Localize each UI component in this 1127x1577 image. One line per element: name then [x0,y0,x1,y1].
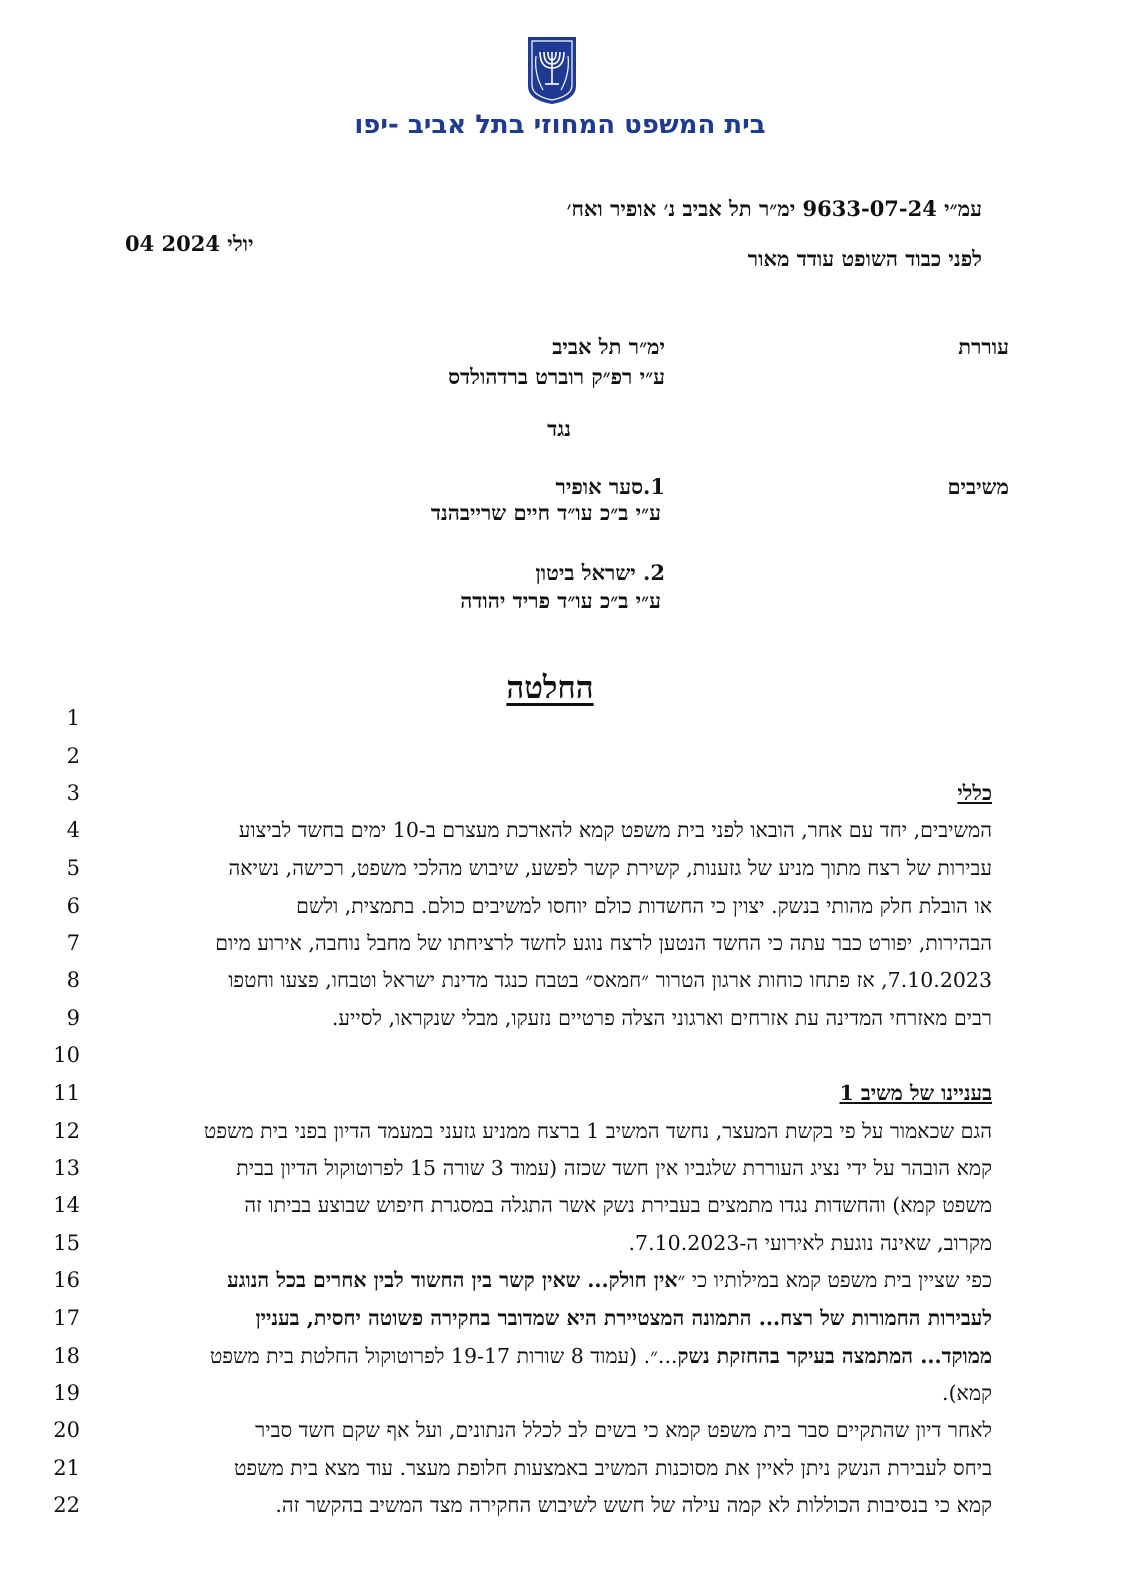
state-emblem-icon [525,34,579,106]
section-heading-general: כללי [957,781,992,805]
line-number: 1 [66,706,80,730]
respondent2-name: 2. ישראל ביטון [535,560,665,585]
court-name: בית המשפט המחוזי בתל אביב -יפו [354,110,766,140]
decision-title: החלטה [506,670,594,706]
text-plain: כפי שציין בית משפט קמא במילותיו כי ״ [677,1268,992,1292]
versus-label: נגד [547,416,571,441]
text-line [112,1268,992,1293]
text-plain: ...״. (עמוד 8 שורות 19-17 לפרוטוקול החלטת בית משפט [209,1344,678,1368]
respondent1-name: 1.סער אופיר [555,474,665,499]
text-line: קמא). [942,1381,992,1405]
line-number: 20 [53,1418,80,1442]
text-line: רבים מאזרחי המדינה עת אזרחים וארגוני הצלה פרטיים נזעקו, מבלי שנקראו, לסייע. [331,1006,992,1030]
line-number: 8 [66,968,80,992]
line-number: 18 [53,1344,80,1368]
line-number: 14 [53,1193,80,1217]
appellant-rep: ע״י רפ״ק רוברט ברדהולדס [448,364,665,389]
section-heading-respondent1: בעניינו של משיב 1 [839,1081,992,1105]
line-number: 15 [53,1231,80,1255]
judge-line: לפני כבוד השופט עודד מאור [747,246,982,271]
line-number: 19 [53,1381,80,1405]
text-line: עבירות של רצח מתוך מניע של גזענות, קשירת קשר לפשע, שיבוש מהלכי משפט, רכישה, נשיאה [228,856,992,880]
case-number: עמ״י 9633-07-24 ימ״ר תל אביב נ׳ אופיר ואח׳ [566,196,982,221]
respondent2-rep: ע״י ב״כ עו״ד פריד יהודה [460,588,661,613]
text-line [112,1306,992,1331]
line-number: 11 [53,1081,80,1105]
appellant-label: עוררת [958,334,1009,359]
text-line: מקרוב, שאינה נוגעת לאירועי ה-7.10.2023. [628,1231,992,1255]
appellant-name: ימ״ר תל אביב [552,334,665,359]
line-number: 2 [66,744,80,768]
text-quote-bold: אין חולק... שאין קשר בין החשוד לבין אחרים בכל הנוגע [227,1268,678,1292]
line-number: 17 [53,1306,80,1330]
decision-date: 04 יולי 2024 [125,231,254,256]
line-number: 21 [53,1456,80,1480]
line-number: 13 [53,1156,80,1180]
text-line: או הובלת חלק מהותי בנשק. יצוין כי החשדות כולם יוחסו למשיבים כולם. בתמצית, ולשם [296,894,992,918]
line-number: 10 [53,1043,80,1067]
respondents-label: משיבים [947,474,1009,499]
text-line: המשיבים, יחד עם אחר, הובאו לפני בית משפט קמא להארכת מעצרם ב-10 ימים בחשד לביצוע [238,818,992,842]
line-number: 12 [53,1119,80,1143]
line-number: 7 [66,931,80,955]
line-number: 22 [53,1493,80,1517]
text-line: קמא כי בנסיבות הכוללות לא קמה עילה של חשש לשיבוש החקירה מצד המשיב בהקשר זה. [275,1493,992,1517]
line-number: 5 [66,856,80,880]
text-quote-bold: לעבירות החמורות של רצח... התמונה המצטיירת היא שמדובר בחקירה פשוטה יחסית, בעניין [255,1306,992,1330]
respondent1-rep: ע״י ב״כ עו״ד חיים שרייבהנד [430,500,661,525]
text-line [112,1344,992,1369]
text-quote-bold: ממוקד... המתמצה בעיקר בהחזקת נשק [677,1344,992,1368]
text-line: הגם שכאמור על פי בקשת המעצר, נחשד המשיב 1 ברצח ממניע גזעני במעמד הדיון בפני בית משפט [203,1119,992,1143]
text-line: הבהירות, יפורט כבר עתה כי החשד הנטען לרצח נוגע לחשד לרציחתו של מחבל נוחבה, אירוע מיום [215,931,992,955]
text-line: קמא הובהר על ידי נציג העוררת שלגביו אין חשד שכזה (עמוד 3 שורה 15 לפרוטוקול הדיון בבית [236,1156,992,1180]
text-line: ביחס לעבירת הנשק ניתן לאיין את מסוכנות המשיב באמצעות חלופת מעצר. עוד מצא בית משפט [233,1456,992,1480]
line-number: 6 [66,894,80,918]
text-line: משפט קמא) והחשדות נגדו מתמצים בעבירת נשק אשר התגלה במסגרת חיפוש שבוצע בביתו זה [244,1193,992,1217]
text-line: לאחר דיון שהתקיים סבר בית משפט קמא כי בשים לב לכלל הנתונים, ועל אף שקם חשד סביר [255,1418,992,1442]
line-number: 9 [66,1006,80,1030]
line-number: 3 [66,781,80,805]
line-number: 4 [66,818,80,842]
line-number: 16 [53,1268,80,1292]
text-line: 7.10.2023, אז פתחו כוחות ארגון הטרור ״חמאס״ בטבח כנגד מדינת ישראל וטבחו, פצעו וחטפו [228,968,992,992]
